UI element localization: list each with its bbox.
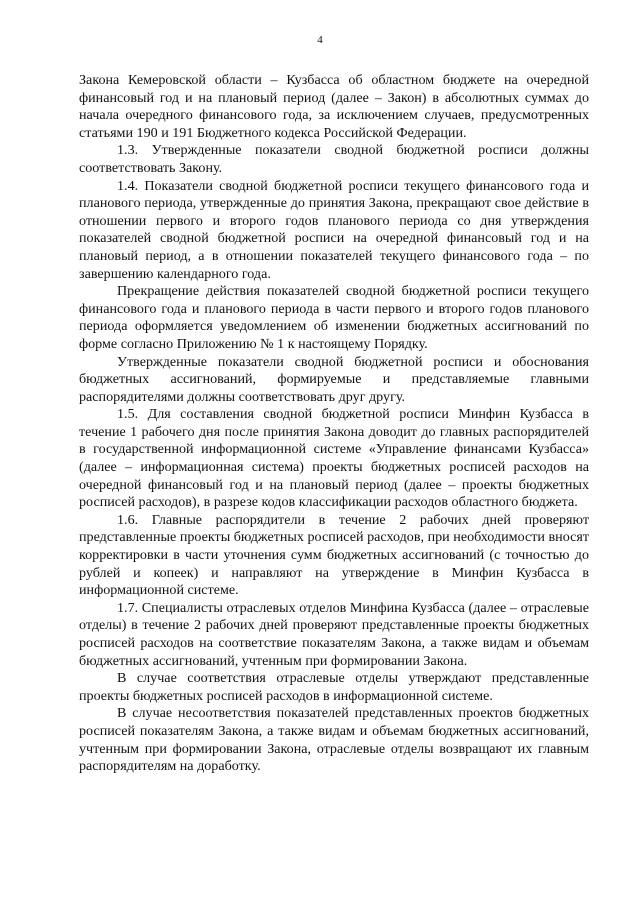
paragraph-1-6: 1.6. Главные распорядители в течение 2 рабочих дней проверяют представленные проекты бюджетных росписей расходов, при необходимости вносят корректировки в части уточнения сумм бюджетных ассигнований (с точностью до рублей и копеек) и направляют на утверждение в Минфин Кузбасса в информационной системе. (79, 511, 589, 599)
paragraph-law-continuation: Закона Кемеровской области – Кузбасса об областном бюджете на очередной финансовый год и на плановый период (далее – Закон) в абсолютных суммах до начала очередного финансового года, за исключением случаев, предусмотренных статьями 190 и 191 Бюджетного кодекса Российской Федерации. (79, 72, 589, 141)
paragraph-termination: Прекращение действия показателей сводной бюджетной росписи текущего финансового года и планового периода в части первого и второго годов планового периода оформляется уведомлением об изменении бюджетных ассигнований по форме согласно Приложению № 1 к настоящему Порядку. (79, 283, 589, 352)
paragraph-approved-indicators: Утвержденные показатели сводной бюджетной росписи и обоснования бюджетных ассигнований, формируемые и представляемые главными распорядителями должны соответствовать друг другу. (79, 353, 589, 405)
paragraph-noncompliance: В случае несоответствия показателей представленных проектов бюджетных росписей показателям Закона, а также видам и объемам бюджетных ассигнований, учтенным при формировании Закона, отраслевые отделы возвращают их главным распорядителям на доработку. (79, 705, 589, 775)
page-number: 4 (317, 34, 323, 46)
paragraph-compliance: В случае соответствия отраслевые отделы утверждают представленные проекты бюджетных росписей расходов в информационной системе. (79, 670, 589, 704)
paragraph-1-7: 1.7. Специалисты отраслевых отделов Минфина Кузбасса (далее – отраслевые отделы) в течение 2 рабочих дней проверяют представленные проекты бюджетных росписей расходов на соответствие показателям Закона, а также видам и объемам бюджетных ассигнований, учтенным при формировании Закона. (79, 599, 589, 669)
document-body (79, 72, 589, 776)
paragraph-1-5: 1.5. Для составления сводной бюджетной росписи Минфин Кузбасса в течение 1 рабочего дня после принятия Закона доводит до главных распорядителей в государственной информационной системе «Управление финансами Кузбасса» (далее – информационная система) проекты бюджетных росписей расходов на очередной финансовый год и на плановый период (далее – проекты бюджетных росписей расходов), в разрезе кодов классификации расходов областного бюджета. (79, 406, 589, 511)
paragraph-1-3: 1.3. Утвержденные показатели сводной бюджетной росписи должны соответствовать Закону. (79, 142, 589, 176)
paragraph-1-4: 1.4. Показатели сводной бюджетной росписи текущего финансового года и планового периода, утвержденные до принятия Закона, прекращают свое действие в отношении первого и второго годов планового периода со дня утверждения показателей сводной бюджетной росписи на очередной финансовый год и на плановый период, а в отношении показателей текущего финансового года – по завершению календарного года. (79, 177, 589, 282)
